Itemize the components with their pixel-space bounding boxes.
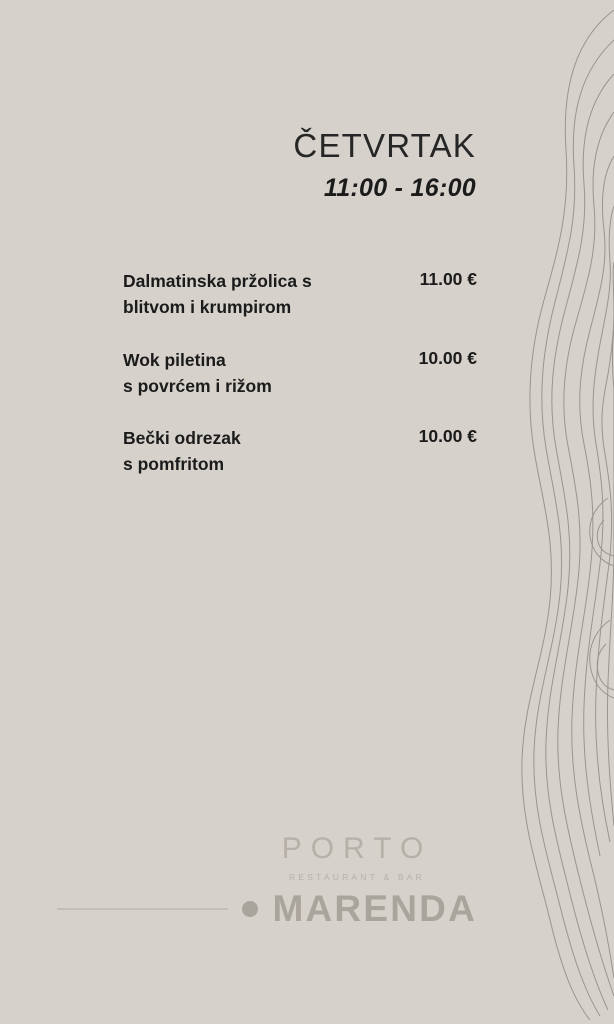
menu-item-name xyxy=(123,425,241,478)
brand-porto-wordmark: PORTO xyxy=(281,832,433,865)
list-item xyxy=(123,268,477,321)
list-item xyxy=(123,425,477,478)
menu-item-price: 10.00 € xyxy=(418,426,477,446)
menu-item-name-line2: s pomfritom xyxy=(123,454,225,475)
menu-item-name-line2: s povrćem i rižom xyxy=(123,375,272,396)
brand-dot-icon xyxy=(242,901,258,917)
menu-item-name xyxy=(123,268,312,321)
brand-block xyxy=(0,832,614,952)
brand-marenda-row xyxy=(57,888,477,930)
list-item xyxy=(123,347,477,400)
menu-item-name xyxy=(123,347,272,400)
day-title: ČETVRTAK xyxy=(293,127,476,164)
menu-item-name-line1: Dalmatinska pržolica s xyxy=(123,271,312,291)
menu-item-name-line2: blitvom i krumpirom xyxy=(123,297,292,318)
menu-item-name-line1: Bečki odrezak xyxy=(123,428,241,448)
brand-porto xyxy=(237,832,477,882)
menu-item-price: 11.00 € xyxy=(419,269,477,289)
menu-item-price: 10.00 € xyxy=(418,347,477,368)
brand-marenda-wordmark: MARENDA xyxy=(272,888,477,929)
menu-item-name-line1: Wok piletina xyxy=(123,349,226,370)
menu-list xyxy=(123,268,477,504)
service-hours: 11:00 - 16:00 xyxy=(323,174,476,203)
menu-header xyxy=(293,128,476,203)
brand-porto-tagline: RESTAURANT & BAR xyxy=(289,872,425,882)
brand-divider-rule xyxy=(57,908,228,910)
